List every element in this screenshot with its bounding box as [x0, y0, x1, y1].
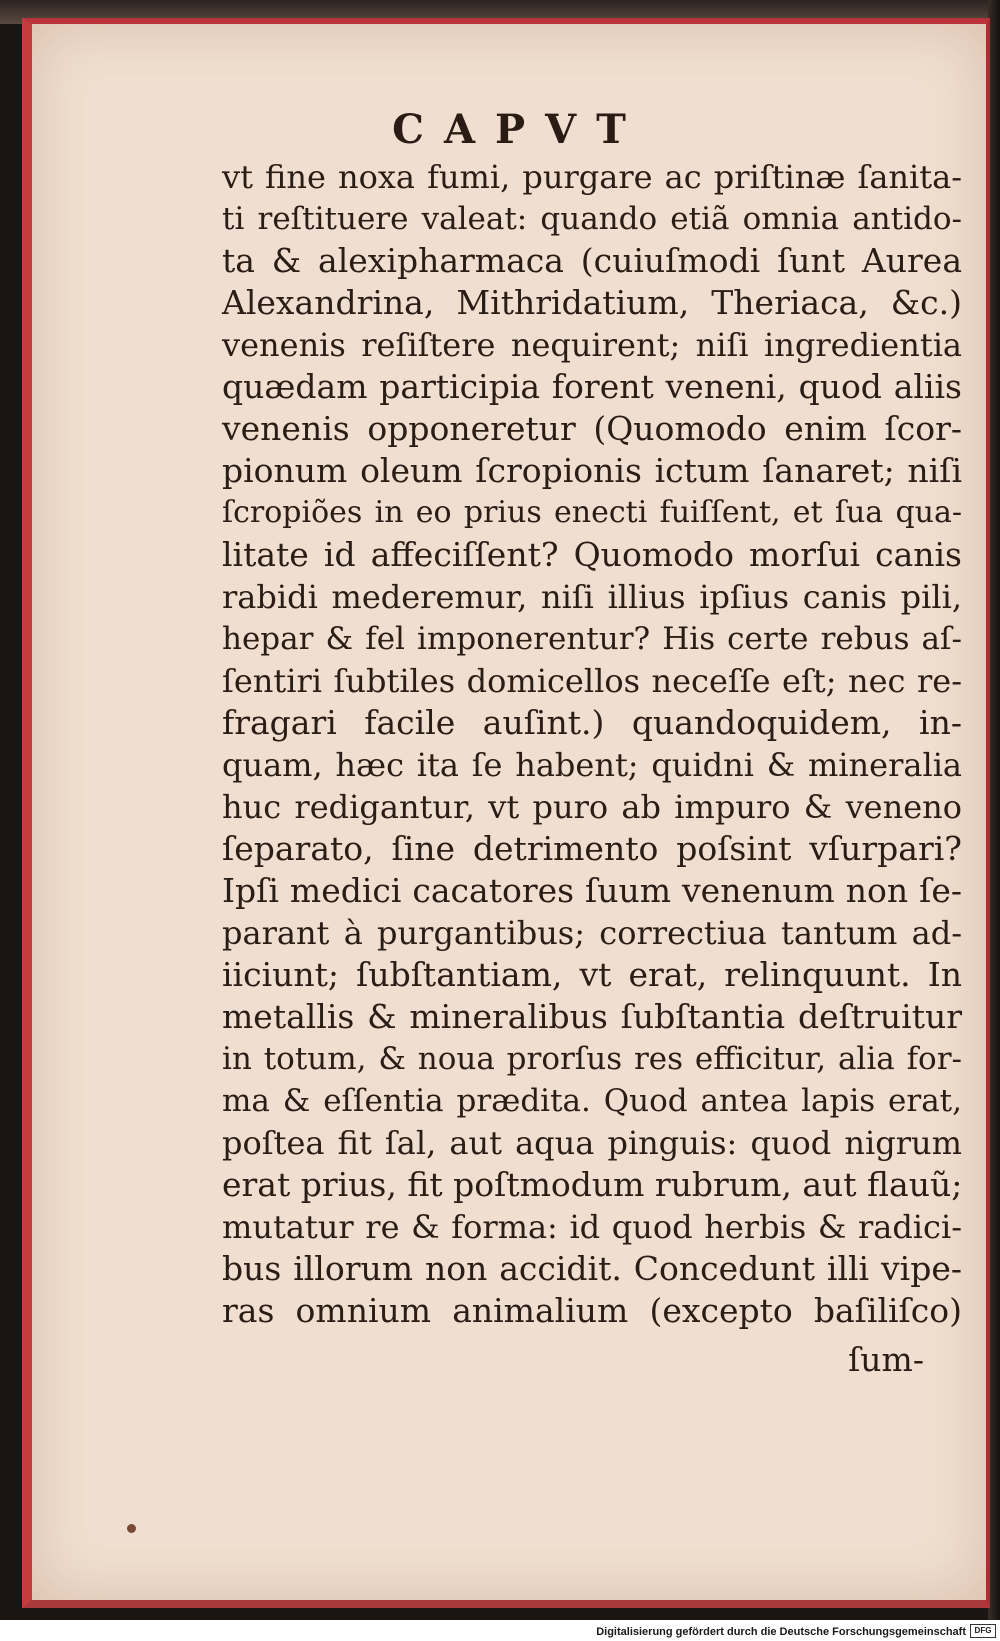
text-line: fragari facile auſint.) quandoquidem, in-: [222, 703, 962, 742]
text-line: Ipſi medici cacatores ſuum venenum non ſe-: [222, 871, 962, 910]
text-line: ti reſtituere valeat: quando etiã omnia antido-: [222, 201, 962, 237]
paper-stain: [127, 1524, 136, 1533]
text-line: quædam participia forent veneni, quod aliis: [222, 367, 962, 406]
text-line: ſcropiões in eo prius enecti fuiſſent, et ſua qua-: [222, 495, 962, 530]
text-line: erat prius, fit poſtmodum rubrum, aut flauũ;: [222, 1165, 963, 1204]
text-line: hepar & fel imponerentur? His certe rebus aſ-: [222, 621, 962, 657]
dfg-logo-icon: DFG: [970, 1624, 996, 1638]
book-page: [22, 18, 990, 1608]
text-line: ſentiri ſubtiles domicellos neceſſe eſt; nec re-: [222, 662, 962, 700]
funding-credit: Digitalisierung gefördert durch die Deutsche Forschungsgemeinschaft: [596, 1626, 966, 1638]
text-line: rabidi mederemur, niſi illius ipſius canis pili,: [222, 578, 962, 616]
text-line: poſtea fit ſal, aut aqua pinguis: quod nigrum: [222, 1124, 962, 1162]
text-line: parant à purgantibus; correctiua tantum ad-: [222, 914, 962, 952]
text-line: venenis opponeretur (Quomodo enim ſcor-: [222, 409, 962, 448]
body-text: [222, 156, 962, 1332]
text-line: venenis reſiſtere nequirent; niſi ingredientia: [222, 326, 962, 364]
text-line: bus illorum non accidit. Concedunt illi vipe-: [222, 1249, 962, 1288]
catchword: ſum-: [848, 1340, 924, 1379]
footer-bar: [0, 1620, 1000, 1641]
text-line: ras omnium animalium (excepto baſiliſco): [222, 1291, 962, 1330]
text-line: metallis & mineralibus ſubſtantia deſtruitur: [222, 997, 962, 1036]
text-line: Alexandrina, Mithridatium, Theriaca, &c.): [222, 283, 962, 322]
text-line: vt fine noxa fumi, purgare ac priſtinæ ſanita-: [222, 158, 962, 196]
text-line: litate id affeciſſent? Quomodo morſui canis: [222, 535, 962, 574]
text-line: huc redigantur, vt puro ab impuro & veneno: [222, 788, 962, 826]
text-line: ta & alexipharmaca (cuiuſmodi ſunt Aurea: [222, 241, 962, 280]
text-line: pionum oleum ſcropionis ictum ſanaret; niſi: [222, 451, 962, 490]
text-line: ma & eſſentia prædita. Quod antea lapis erat,: [222, 1083, 962, 1119]
running-head: CAPVT: [392, 106, 646, 153]
text-line: quam, hæc ita ſe habent; quidni & mineralia: [222, 746, 962, 784]
text-line: in totum, & noua prorſus res efficitur, alia for-: [222, 1041, 962, 1077]
text-line: iiciunt; ſubſtantiam, vt erat, relinquunt. In: [222, 955, 962, 994]
text-line: ſeparato, ſine detrimento poſsint vſurpari?: [222, 829, 962, 868]
text-line: mutatur re & forma: id quod herbis & radici-: [222, 1208, 962, 1246]
